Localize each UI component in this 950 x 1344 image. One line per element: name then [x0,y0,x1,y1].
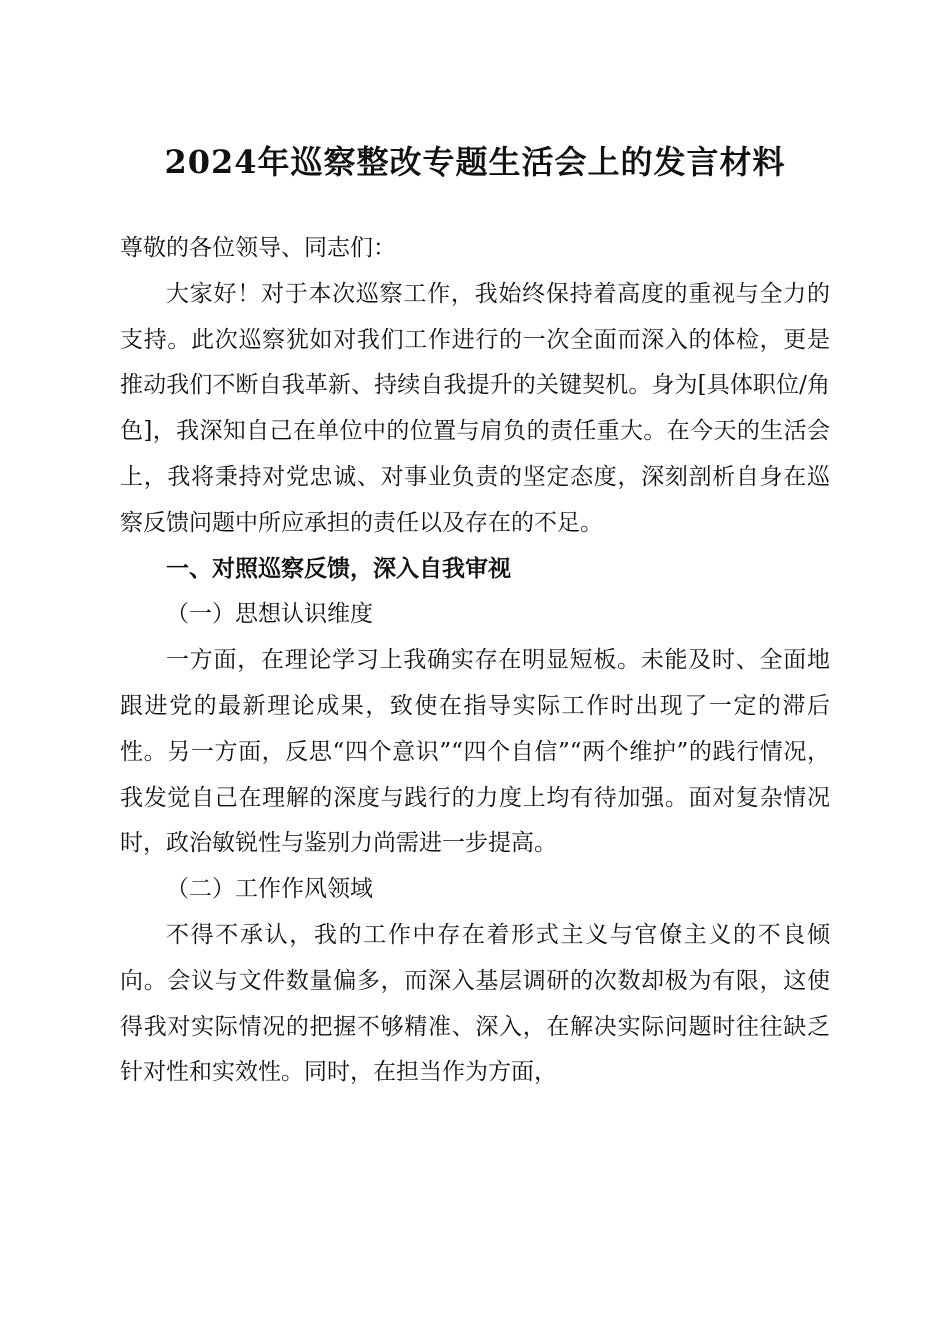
salutation: 尊敬的各位领导、同志们： [120,235,396,261]
document-title: 2024年巡察整改专题生活会上的发言材料 [164,143,786,181]
subsection-1-heading: （一）思想认识维度 [166,601,373,628]
subsection-1-paragraph: 一方面，在理论学习上我确实存在明显短板。未能及时、全面地跟进党的最新理论成果，致使在指导实际工作时出现了一定的滞后性。另一方面，反思“四个意识”“四个自信”“两个维护”的践行情况，我发觉自己在理解的深度与践行的力度上均有待加强。面对复杂情况时，政治敏锐性与鉴别力尚需进一步提高。 [120,647,830,857]
subsection-2-heading: （二）工作作风领域 [166,876,373,903]
section-1-heading: 一、对照巡察反馈，深入自我审视 [166,555,511,582]
intro-paragraph: 大家好！对于本次巡察工作，我始终保持着高度的重视与全力的支持。此次巡察犹如对我们工作进行的一次全面而深入的体检，更是推动我们不断自我革新、持续自我提升的关键契机。身为[具体职位/角色]，我深知自己在单位中的位置与肩负的责任重大。在今天的生活会上，我将秉持对党忠诚、对事业负责的坚定态度，深刻剖析自身在巡察反馈问题中所应承担的责任以及存在的不足。 [120,280,830,536]
subsection-2-paragraph: 不得不承认，我的工作中存在着形式主义与官僚主义的不良倾向。会议与文件数量偏多，而深入基层调研的次数却极为有限，这使得我对实际情况的把握不够精准、深入，在解决实际问题时往往缺乏针对性和实效性。同时，在担当作为方面， [120,921,830,1086]
document-body [120,226,830,1096]
